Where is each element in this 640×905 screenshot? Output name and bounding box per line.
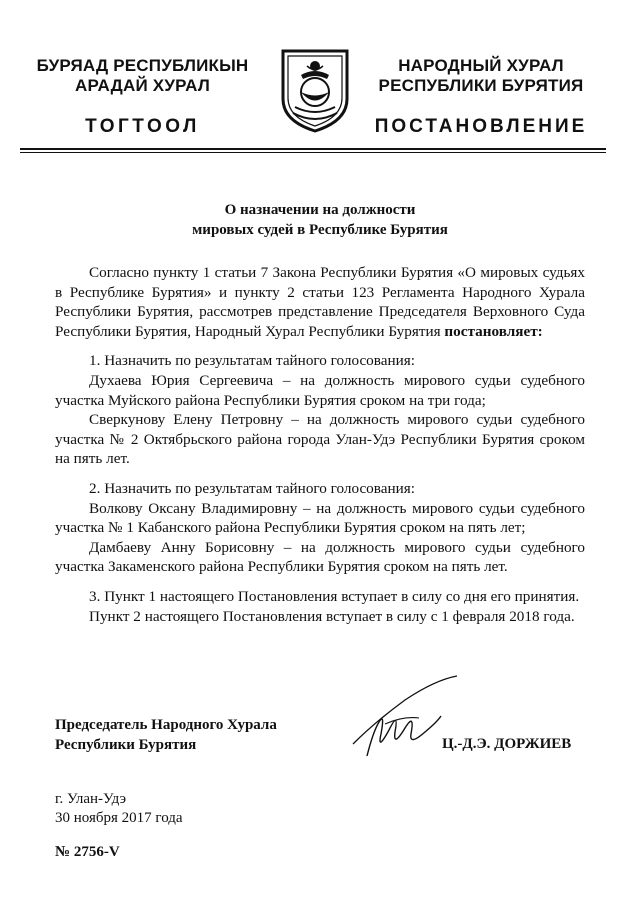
signatory-name: Ц.-Д.Э. ДОРЖИЕВ: [442, 736, 572, 752]
header-left-org: [20, 56, 265, 96]
item3-paragraph: 3. Пункт 1 настоящего Постановления вступает в силу со дня его принятия.: [89, 587, 580, 605]
item2-heading: 2. Назначить по результатам тайного голосования:: [89, 479, 415, 497]
city: г. Улан-Удэ: [55, 791, 127, 807]
signatory-position-line1: Председатель Народного Хурала: [55, 717, 277, 733]
decree-word: постановляет: [444, 322, 538, 340]
preamble-text: Согласно пункту 1 статьи 7 Закона Республики Бурятия «О мировых судьях в Республике Бурятия» и пункту 2 статьи 123 Регламента Народного Хурала Республики Бурятия, рассмотрев представление Председателя Верховного Суда Республики Бурятия, Народный Хурал Республики Бурятия: [55, 264, 585, 340]
item1-appointee-a: Духаева Юрия Сергеевича – на должность мирового судьи судебного участка Муйского района Республики Бурятия сроком на три года;: [55, 371, 585, 409]
header-left-line1: БУРЯАД РЕСПУБЛИКЫН: [36, 56, 249, 75]
item3-effective-date: Пункт 2 настоящего Постановления вступает в силу с 1 февраля 2018 года.: [89, 607, 575, 625]
header-divider-thin: [20, 152, 606, 153]
header-right-line2: РЕСПУБЛИКИ БУРЯТИЯ: [378, 76, 584, 95]
header-left-line2: АРАДАЙ ХУРАЛ: [75, 76, 210, 95]
doc-type-russian: ПОСТАНОВЛЕНИЕ: [374, 116, 588, 137]
document-number: № 2756-V: [55, 844, 120, 860]
signatory-position-line2: Республики Бурятия: [55, 737, 197, 753]
title-line2: мировых судей в Республике Бурятия: [192, 222, 448, 238]
item2-appointee-b: Дамбаеву Анну Борисовну – на должность мирового судьи судебного участка Закаменского района Республики Бурятия сроком на пять лет.: [55, 538, 585, 576]
signatory-position: [55, 715, 277, 755]
date: 30 ноября 2017 года: [55, 810, 183, 826]
title-line1: О назначении на должности: [224, 202, 416, 218]
coat-of-arms-emblem: [277, 47, 353, 133]
doc-type-buryat: ТОГТООЛ: [85, 116, 200, 137]
item1-heading: 1. Назначить по результатам тайного голосования:: [89, 352, 415, 370]
preamble-paragraph: [55, 263, 585, 341]
document-body: [55, 263, 585, 626]
header-right-line1: НАРОДНЫЙ ХУРАЛ: [398, 56, 564, 75]
place-and-date: [55, 790, 183, 828]
header-right-org: [365, 56, 597, 96]
document-title: [40, 200, 600, 240]
header-divider-thick: [20, 148, 606, 150]
item2-appointee-a: Волкову Оксану Владимировну – на должность мирового судьи судебного участка № 1 Кабанского района Республики Бурятия сроком на пять лет;: [55, 499, 585, 537]
item1-appointee-b: Сверкунову Елену Петровну – на должность мирового судьи судебного участка № 2 Октябрьского района города Улан-Удэ Республики Бурятия сроком на пять лет.: [55, 411, 585, 468]
decree-colon: :: [537, 322, 543, 340]
